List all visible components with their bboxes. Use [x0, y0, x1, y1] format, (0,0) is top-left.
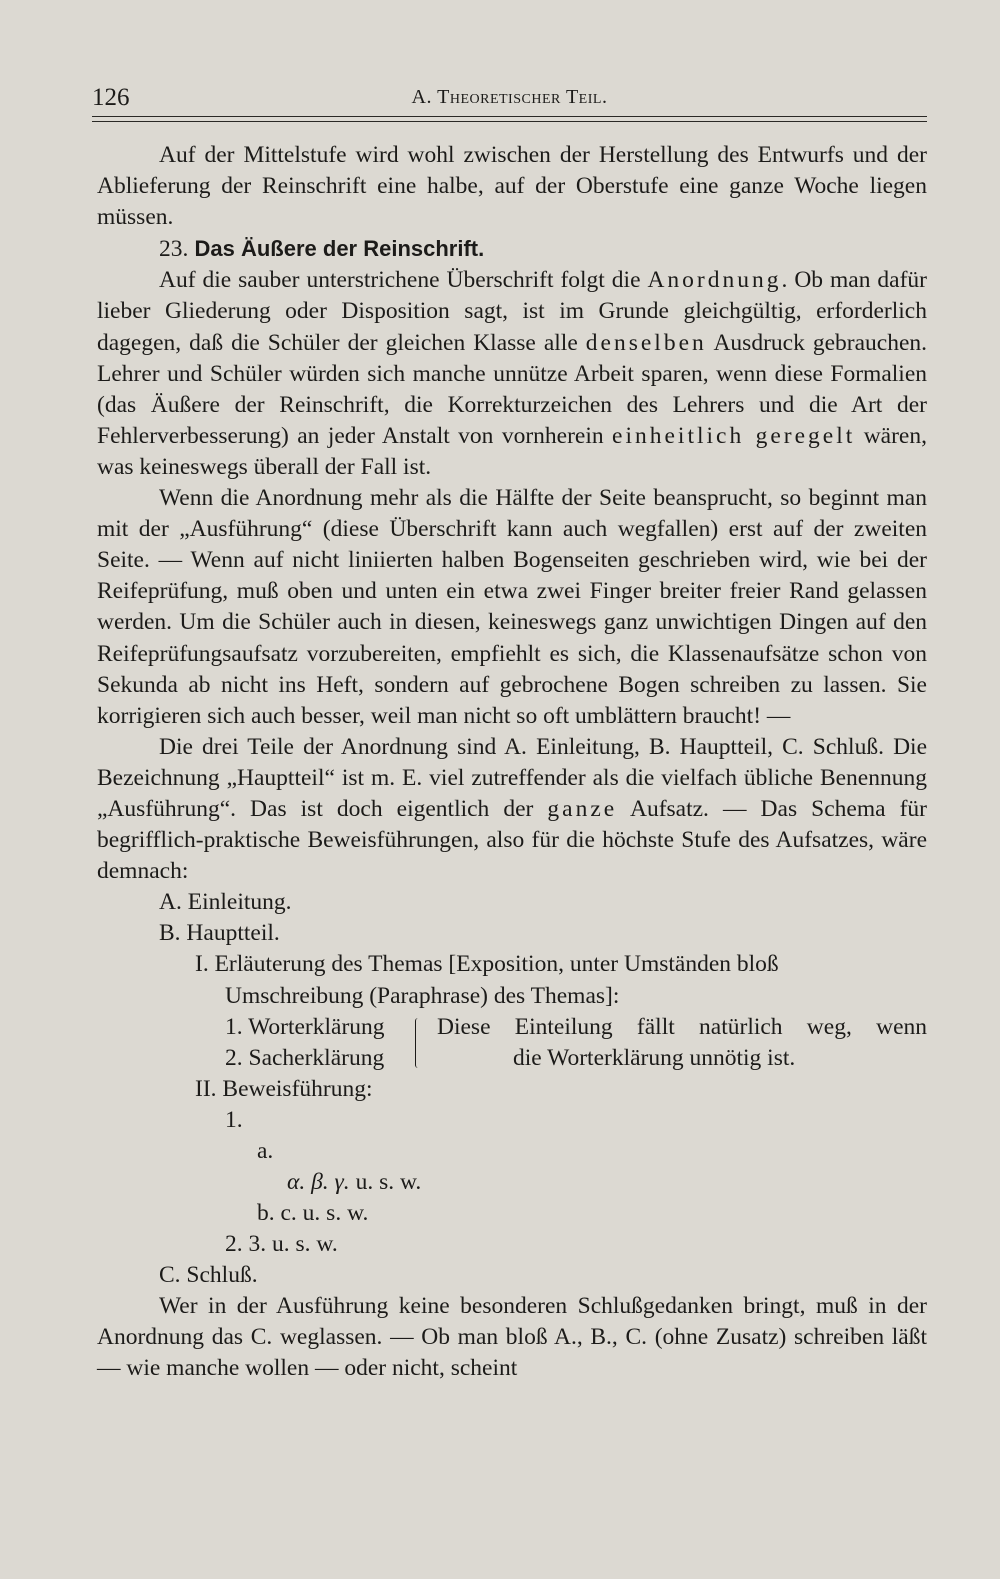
paragraph-2-part-1: Auf die sauber unterstrichene Überschrift folgt die: [159, 267, 648, 294]
page-header: [92, 84, 927, 116]
outline-item-sacherklaerung: 2. Sacherklärung: [225, 1044, 385, 1071]
outline-item-b1: I. Erläuterung des Themas [Exposition, unter Umständen bloß: [195, 951, 779, 978]
emphasis-ganze: ganze: [547, 795, 618, 822]
outline-schema: [97, 887, 927, 1291]
page-number: 126: [92, 84, 130, 111]
paragraph-2-part-3: Ausdruck gebrauchen. Lehrer und Schüler würden sich manche unnütze Arbeit sparen, wenn diese Formalien (das Äußere der Reinschrift, die Korrekturzeichen des Lehrers und die Art der Fehlerverbesserung) an jeder Anstalt von vornherein: [97, 329, 927, 449]
outline-item-b2: II. Beweisführung:: [195, 1075, 373, 1102]
emphasis-anordnung: Anordnung: [647, 267, 782, 294]
outline-item-c: C. Schluß.: [159, 1262, 258, 1289]
greek-usw: u. s. w.: [349, 1168, 422, 1195]
outline-note: [437, 1012, 927, 1074]
outline-b1-subitems: [97, 1012, 927, 1074]
body-text: [97, 140, 927, 1385]
paragraph-4: [97, 732, 927, 887]
paragraph-1: Auf der Mittelstufe wird wohl zwischen der Herstellung des Entwurfs und der Ablieferung der Reinschrift eine halbe, auf der Oberstufe eine ganze Woche liegen müssen.: [97, 142, 927, 231]
outline-item-b2-1a: a.: [257, 1137, 274, 1164]
emphasis-denselben: denselben: [585, 329, 707, 356]
outline-item-worterklaerung: 1. Worterklärung: [225, 1013, 385, 1040]
emphasis-einheitlich-geregelt: einheitlich geregelt: [612, 422, 856, 449]
section-heading: [97, 233, 927, 265]
paragraph-2-part-2: . Ob man dafür lieber Gliederung oder Disposition sagt, ist im Grunde gleichgültig, erforderlich dagegen, daß die Schüler der gleichen Klasse alle: [97, 267, 927, 356]
outline-note-line-1: Diese Einteilung fällt natürlich weg, wenn: [437, 1013, 927, 1040]
section-number: 23.: [159, 236, 189, 263]
paragraph-4-part-1: Die drei Teile der Anordnung sind A. Einleitung, B. Hauptteil, C. Schluß. Die Bezeichnung „Hauptteil“ ist m. E. viel zutreffender als die vielfach übliche Benennung „Ausführung“. Das ist doch eigentlich der: [97, 733, 927, 822]
paragraph-2-part-4: wären, was keineswegs überall der Fall ist.: [97, 422, 927, 480]
paragraph-3: Wenn die Anordnung mehr als die Hälfte der Seite beansprucht, so beginnt man mit der „Ausführung“ (diese Überschrift kann auch wegfallen) erst auf der zweiten Seite. — Wenn auf nicht liniierten halben Bogenseiten geschrieben wird, wie bei der Reifeprüfung, muß oben und unten ein etwa zwei Finger breiter freier Rand gelassen werden. Um die Schüler auch in diesen, keineswegs ganz unwichtigen Dingen auf den Reifeprüfungsaufsatz vorzubereiten, empfiehlt es sich, die Klassenaufsätze schon von Sekunda ab nicht ins Heft, sondern auf gebrochene Bogen schreiben zu lassen. Sie korrigieren sich auch besser, weil man nicht so oft umblättern braucht! —: [97, 485, 927, 729]
brace-icon: [415, 1018, 422, 1068]
header-rule-top: [92, 116, 927, 117]
paragraph-2: [97, 265, 927, 483]
paragraph-4-part-2: Aufsatz. — Das Schema für begrifflich-praktische Beweisführungen, also für die höchste Stufe des Aufsatzes, wäre demnach:: [97, 795, 927, 885]
greek-letters: α. β. γ.: [287, 1168, 350, 1195]
outline-item-b1-cont: Umschreibung (Paraphrase) des Themas]:: [225, 982, 620, 1009]
outline-note-line-2: die Worterklärung unnötig ist.: [513, 1044, 796, 1071]
outline-item-b2-23: 2. 3. u. s. w.: [225, 1231, 338, 1258]
paragraph-5: Wer in der Ausführung keine besonderen Schlußgedanken bringt, muß in der Anordnung das C. weglassen. — Ob man bloß A., B., C. (ohne Zusatz) schreiben läßt — wie manche wollen — oder nicht, scheint: [97, 1293, 927, 1382]
outline-item-b2-1bc: b. c. u. s. w.: [257, 1200, 369, 1226]
header-rule-bottom: [92, 121, 927, 122]
outline-item-a: A. Einleitung.: [159, 889, 292, 916]
running-head: A. Theoretischer Teil.: [411, 86, 608, 108]
section-title: Das Äußere der Reinschrift.: [194, 236, 485, 262]
outline-item-b: B. Hauptteil.: [159, 920, 280, 947]
outline-item-b2-1: 1.: [225, 1106, 243, 1133]
outline-item-b2-1a-greek: [97, 1167, 927, 1198]
